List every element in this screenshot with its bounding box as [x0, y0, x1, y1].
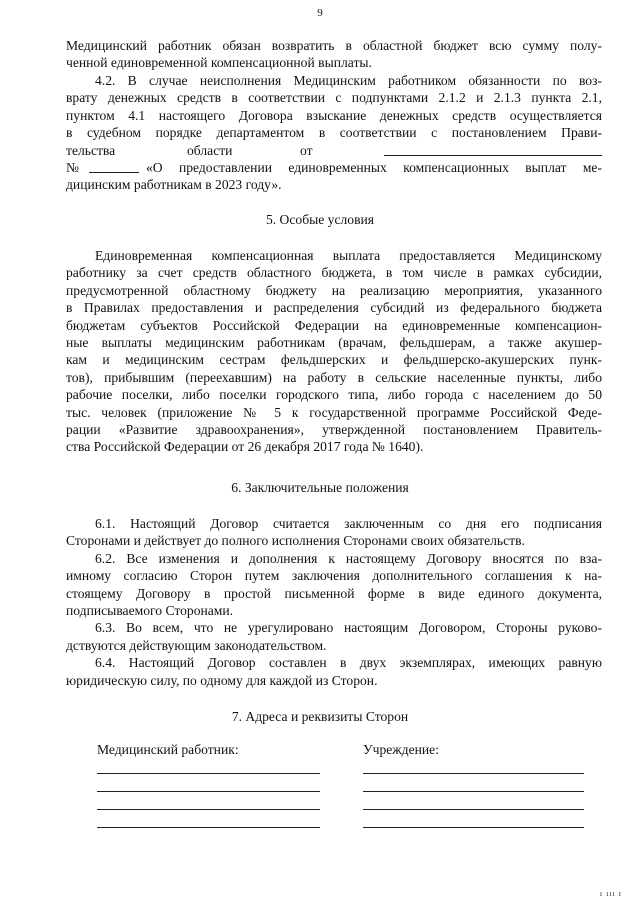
- text-line: Сторонами и действует до полного исполнения Сторонами своих обязательств.: [66, 533, 525, 549]
- signature-field-left[interactable]: [97, 809, 320, 810]
- text-line: работнику за счет средств областного бюджета, в том числе в рамках субсидии,: [66, 265, 602, 281]
- text-line: дицинским работникам в 2023 году».: [66, 177, 282, 193]
- section-6-heading: 6. Заключительные положения: [231, 480, 409, 495]
- number-sign: №: [66, 160, 79, 176]
- text-line: ства Российской Федерации от 26 декабря 2017 года № 1640).: [66, 439, 424, 455]
- text-line: 6.2. Все изменения и дополнения к настоящему Договору вносятся по вза-: [95, 550, 602, 566]
- text-line: пунктом 4.1 настоящего Договора взыскание денежных средств осуществляется: [66, 107, 602, 123]
- text-line: подписываемого Сторонами.: [66, 603, 234, 619]
- text-word: тельства: [66, 142, 116, 158]
- paragraph-4-2: [66, 72, 602, 194]
- text-line: дствуются действующим законодательством.: [66, 637, 327, 653]
- text-line: юридическую силу, по одному для каждой из Сторон.: [66, 672, 378, 688]
- text-line: ные выплаты медицинским работникам (врачам, фельдшерам, а также акушер-: [66, 335, 602, 351]
- section-7-heading: 7. Адреса и реквизиты Сторон: [231, 709, 409, 724]
- text-word: области: [187, 142, 233, 158]
- text-line: стоящему Договору в простой письменной форме в виде единого документа,: [66, 585, 602, 601]
- text-line: в судебном порядке департаментом в соответствии с постановлением Прави-: [66, 125, 602, 141]
- text-line: «О предоставлении единовременных компенсационных выплат ме-: [146, 160, 602, 176]
- blank-line-government: [66, 142, 602, 159]
- text-line: 6.3. Во всем, что не урегулировано настоящим Договором, Стороны руково-: [95, 620, 602, 636]
- section-5-paragraph: [66, 247, 602, 456]
- section-5-heading: 5. Особые условия: [265, 212, 375, 227]
- text-line: 6.4. Настоящий Договор составлен в двух экземплярах, имеющих равную: [95, 655, 602, 671]
- blank-line-number: [66, 159, 602, 176]
- signature-field-right[interactable]: [363, 791, 584, 792]
- text-line: Единовременная компенсационная выплата предоставляется Медицинскому: [95, 248, 602, 263]
- text-line: Медицинский работник обязан возвратить в областной бюджет всю сумму полу-: [66, 38, 602, 53]
- text-line: 4.2. В случае неисполнения Медицинским работником обязанности по воз-: [95, 73, 602, 88]
- text-line: рации «Развитие здравоохранения», утвержденной постановлением Правитель-: [66, 422, 602, 438]
- medical-worker-label: Медицинский работник:: [97, 742, 239, 757]
- signature-field-right[interactable]: [363, 827, 584, 828]
- text-line: 6.1. Настоящий Договор считается заключенным со дня его подписания: [95, 516, 602, 531]
- signature-field-right[interactable]: [363, 809, 584, 810]
- blank-field-number: [89, 159, 139, 173]
- text-line: рабочие поселки, либо поселки городского типа, либо города с населением до 50: [66, 387, 602, 403]
- text-line: тов), прибывшим (переехавшим) на работу в сельские населенные пункты, либо: [66, 369, 602, 385]
- section-6-paragraphs: [66, 515, 602, 689]
- signature-field-left[interactable]: [97, 773, 320, 774]
- signature-field-left[interactable]: [97, 791, 320, 792]
- text-line: ченной единовременной компенсационной выплаты.: [66, 55, 372, 71]
- text-line: тыс. человек (приложение № 5 к государственной программе Российской Феде-: [66, 404, 602, 420]
- text-line: в Правилах предоставления и распределения субсидий из федерального бюджета: [66, 300, 602, 316]
- text-line: врату денежных средств в соответствии с подпунктами 2.1.2 и 2.1.3 пункта 2.1,: [66, 90, 602, 106]
- institution-label: Учреждение:: [363, 742, 439, 757]
- text-line: имному согласию Сторон путем заключения дополнительного соглашения к на-: [66, 568, 602, 584]
- page-number: 9: [317, 7, 323, 19]
- intro-paragraph: [66, 37, 602, 72]
- text-line: бюджетам субъектов Российской Федерации на единовременные компенсацион-: [66, 317, 602, 333]
- text-line: предусмотренной областному бюджету на реализацию мероприятия, указанного: [66, 282, 602, 298]
- scan-marks: ı ııı ı: [599, 889, 622, 898]
- text-line: кам и медицинским сестрам фельдшерских и фельдшерско-акушерских пунк-: [66, 352, 602, 368]
- blank-field-date: [384, 142, 602, 156]
- text-word: от: [300, 142, 313, 158]
- signature-field-left[interactable]: [97, 827, 320, 828]
- signature-field-right[interactable]: [363, 773, 584, 774]
